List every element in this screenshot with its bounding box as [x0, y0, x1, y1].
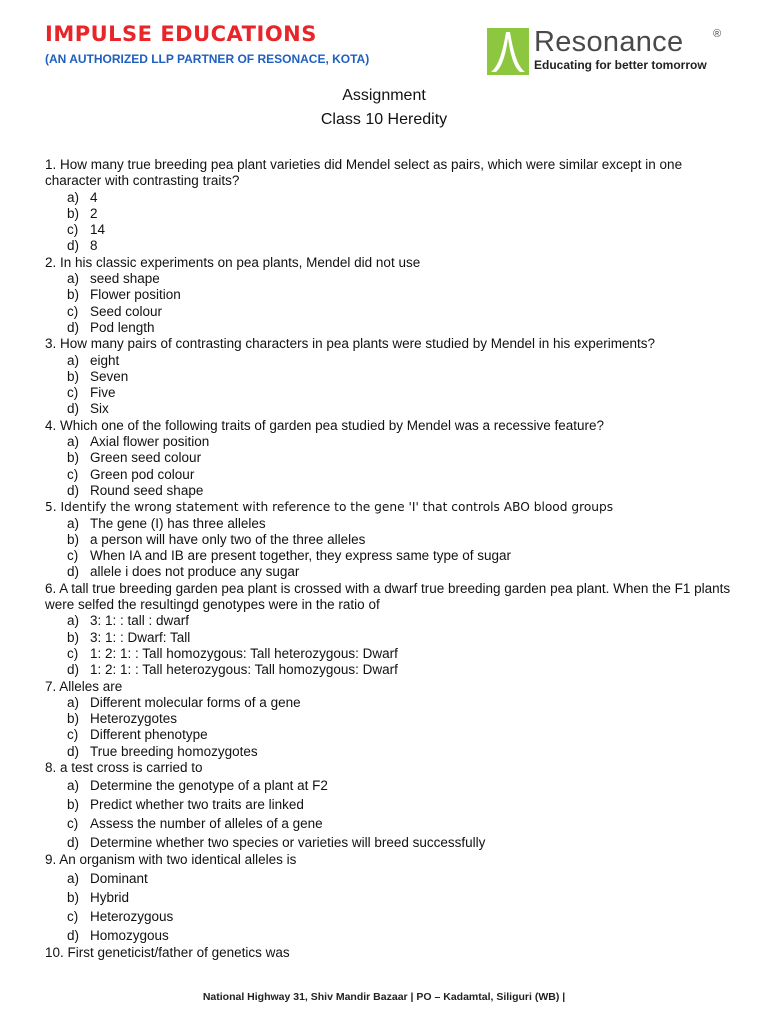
option-text: Seven	[90, 368, 129, 384]
resonance-logo	[487, 28, 733, 76]
option-text: 3: 1: : tall : dwarf	[90, 613, 190, 629]
option-text: Different phenotype	[90, 727, 208, 743]
option-letter: c)	[67, 548, 79, 564]
option-list	[45, 516, 735, 581]
option-text: Pod length	[90, 319, 155, 335]
option-item	[67, 564, 735, 580]
option-text: When IA and IB are present together, they express same type of sugar	[90, 548, 511, 564]
question-3	[45, 336, 735, 417]
option-letter: b)	[67, 205, 80, 221]
option-text: Six	[90, 401, 109, 417]
option-letter: c)	[67, 385, 79, 401]
option-letter: d)	[67, 743, 80, 759]
option-item	[67, 304, 735, 320]
option-item	[67, 516, 735, 532]
option-text: Green seed colour	[90, 450, 202, 466]
option-item	[67, 630, 735, 646]
option-list	[45, 776, 735, 852]
option-item	[67, 744, 735, 760]
option-item	[67, 814, 735, 833]
option-text: 4	[90, 189, 98, 205]
option-text: Predict whether two traits are linked	[90, 797, 304, 813]
question-list	[45, 157, 735, 961]
question-text: 9. An organism with two identical alleles is	[45, 852, 297, 868]
option-text: 1: 2: 1: : Tall homozygous: Tall heterozygous: Dwarf	[90, 645, 398, 661]
option-item	[67, 401, 735, 417]
class-subtitle: Class 10 Heredity	[320, 111, 448, 128]
option-letter: d)	[67, 927, 80, 943]
question-6	[45, 581, 735, 679]
question-10	[45, 945, 735, 961]
option-text: Determine whether two species or varieties will breed successfully	[90, 835, 486, 851]
org-name: IMPULSE EDUCATIONS	[45, 22, 317, 46]
option-text: Homozygous	[90, 927, 169, 943]
question-text: 3. How many pairs of contrasting characters in pea plants were studied by Mendel in his experiments?	[45, 336, 656, 352]
option-text: The gene (I) has three alleles	[90, 515, 266, 531]
org-subtitle: (AN AUTHORIZED LLP PARTNER OF RESONACE, KOTA)	[45, 52, 370, 66]
option-letter: b)	[67, 368, 80, 384]
option-text: Round seed shape	[90, 482, 204, 498]
option-text: 14	[90, 222, 106, 238]
option-letter: a)	[67, 189, 80, 205]
option-letter: a)	[67, 694, 80, 710]
question-7	[45, 679, 735, 760]
option-item	[67, 287, 735, 303]
option-item	[67, 727, 735, 743]
option-text: Determine the genotype of a plant at F2	[90, 778, 328, 794]
question-text: 5. Identify the wrong statement with reference to the gene 'I' that controls ABO blood groups	[45, 500, 614, 515]
option-text: Heterozygous	[90, 908, 174, 924]
option-list	[45, 869, 735, 945]
option-letter: c)	[67, 816, 79, 832]
option-text: 3: 1: : Dwarf: Tall	[90, 629, 191, 645]
option-item	[67, 888, 735, 907]
footer-address: National Highway 31, Shiv Mandir Bazaar | PO – Kadamtal, Siliguri (WB) |	[202, 991, 566, 1003]
question-5	[45, 499, 735, 580]
option-text: Flower position	[90, 287, 181, 303]
option-text: Five	[90, 385, 116, 401]
option-letter: d)	[67, 238, 80, 254]
option-letter: a)	[67, 870, 80, 886]
option-text: Hybrid	[90, 889, 130, 905]
option-text: Dominant	[90, 870, 148, 886]
question-text: 8. a test cross is carried to	[45, 759, 203, 775]
option-item	[67, 320, 735, 336]
question-text: 6. A tall true breeding garden pea plant is crossed with a dwarf true breeding garden pea plant. When the F1 plants were selfed the resultingd genotypes were in the ratio of	[45, 580, 731, 613]
option-item	[67, 369, 735, 385]
option-letter: d)	[67, 564, 80, 580]
option-letter: a)	[67, 613, 80, 629]
assignment-title: Assignment	[342, 87, 426, 104]
option-item	[67, 222, 735, 238]
option-letter: c)	[67, 727, 79, 743]
resonance-logo-mark-icon	[487, 28, 529, 75]
option-list	[45, 190, 735, 255]
option-letter: d)	[67, 835, 80, 851]
question-1	[45, 157, 735, 255]
question-text: 1. How many true breeding pea plant varieties did Mendel select as pairs, which were similar except in one character with contrasting traits?	[45, 157, 683, 189]
question-2	[45, 255, 735, 336]
option-list	[45, 271, 735, 336]
option-text: Green pod colour	[90, 466, 195, 482]
option-text: True breeding homozygotes	[90, 743, 258, 759]
option-letter: c)	[67, 466, 79, 482]
option-letter: d)	[67, 401, 80, 417]
option-text: Axial flower position	[90, 434, 210, 450]
option-letter: d)	[67, 482, 80, 498]
option-text: 8	[90, 238, 98, 254]
option-item	[67, 238, 735, 254]
option-list	[45, 434, 735, 499]
option-letter: d)	[67, 319, 80, 335]
question-text: 10. First geneticist/father of genetics was	[45, 944, 290, 960]
option-item	[67, 907, 735, 926]
option-item	[67, 662, 735, 678]
option-letter: b)	[67, 531, 80, 547]
option-letter: b)	[67, 797, 80, 813]
option-item	[67, 434, 735, 450]
option-list	[45, 613, 735, 678]
option-letter: b)	[67, 450, 80, 466]
option-letter: b)	[67, 711, 80, 727]
option-item	[67, 869, 735, 888]
option-text: Different molecular forms of a gene	[90, 694, 301, 710]
option-list	[45, 695, 735, 760]
option-letter: c)	[67, 222, 79, 238]
option-text: eight	[90, 352, 120, 368]
option-item	[67, 353, 735, 369]
option-item	[67, 833, 735, 852]
question-text: 2. In his classic experiments on pea plants, Mendel did not use	[45, 254, 421, 270]
option-item	[67, 483, 735, 499]
option-item	[67, 795, 735, 814]
option-text: a person will have only two of the three alleles	[90, 531, 366, 547]
question-text: 7. Alleles are	[45, 678, 123, 694]
question-text: 4. Which one of the following traits of garden pea studied by Mendel was a recessive feature?	[45, 417, 605, 433]
option-item	[67, 385, 735, 401]
option-letter: a)	[67, 352, 80, 368]
option-item	[67, 711, 735, 727]
option-list	[45, 353, 735, 418]
option-text: Heterozygotes	[90, 711, 178, 727]
option-text: 2	[90, 205, 98, 221]
logo-tagline: Educating for better tomorrow	[534, 58, 707, 72]
option-letter: d)	[67, 662, 80, 678]
option-item	[67, 776, 735, 795]
option-item	[67, 190, 735, 206]
option-item	[67, 613, 735, 629]
option-text: allele i does not produce any sugar	[90, 564, 300, 580]
option-item	[67, 467, 735, 483]
option-item	[67, 695, 735, 711]
option-item	[67, 271, 735, 287]
logo-name: Resonance	[534, 26, 684, 58]
option-letter: c)	[67, 303, 79, 319]
option-letter: b)	[67, 287, 80, 303]
option-item	[67, 926, 735, 945]
question-4	[45, 418, 735, 499]
option-text: Assess the number of alleles of a gene	[90, 816, 323, 832]
question-9	[45, 852, 735, 944]
option-item	[67, 532, 735, 548]
option-letter: c)	[67, 645, 79, 661]
option-letter: a)	[67, 434, 80, 450]
option-item	[67, 450, 735, 466]
option-letter: b)	[67, 889, 80, 905]
option-item	[67, 646, 735, 662]
option-letter: a)	[67, 515, 80, 531]
option-item	[67, 206, 735, 222]
option-letter: a)	[67, 271, 80, 287]
registered-mark: ®	[713, 28, 722, 40]
question-8	[45, 760, 735, 852]
option-text: Seed colour	[90, 303, 163, 319]
option-letter: b)	[67, 629, 80, 645]
option-letter: c)	[67, 908, 79, 924]
option-text: 1: 2: 1: : Tall heterozygous: Tall homozygous: Dwarf	[90, 662, 398, 678]
option-text: seed shape	[90, 271, 160, 287]
option-letter: a)	[67, 778, 80, 794]
option-item	[67, 548, 735, 564]
